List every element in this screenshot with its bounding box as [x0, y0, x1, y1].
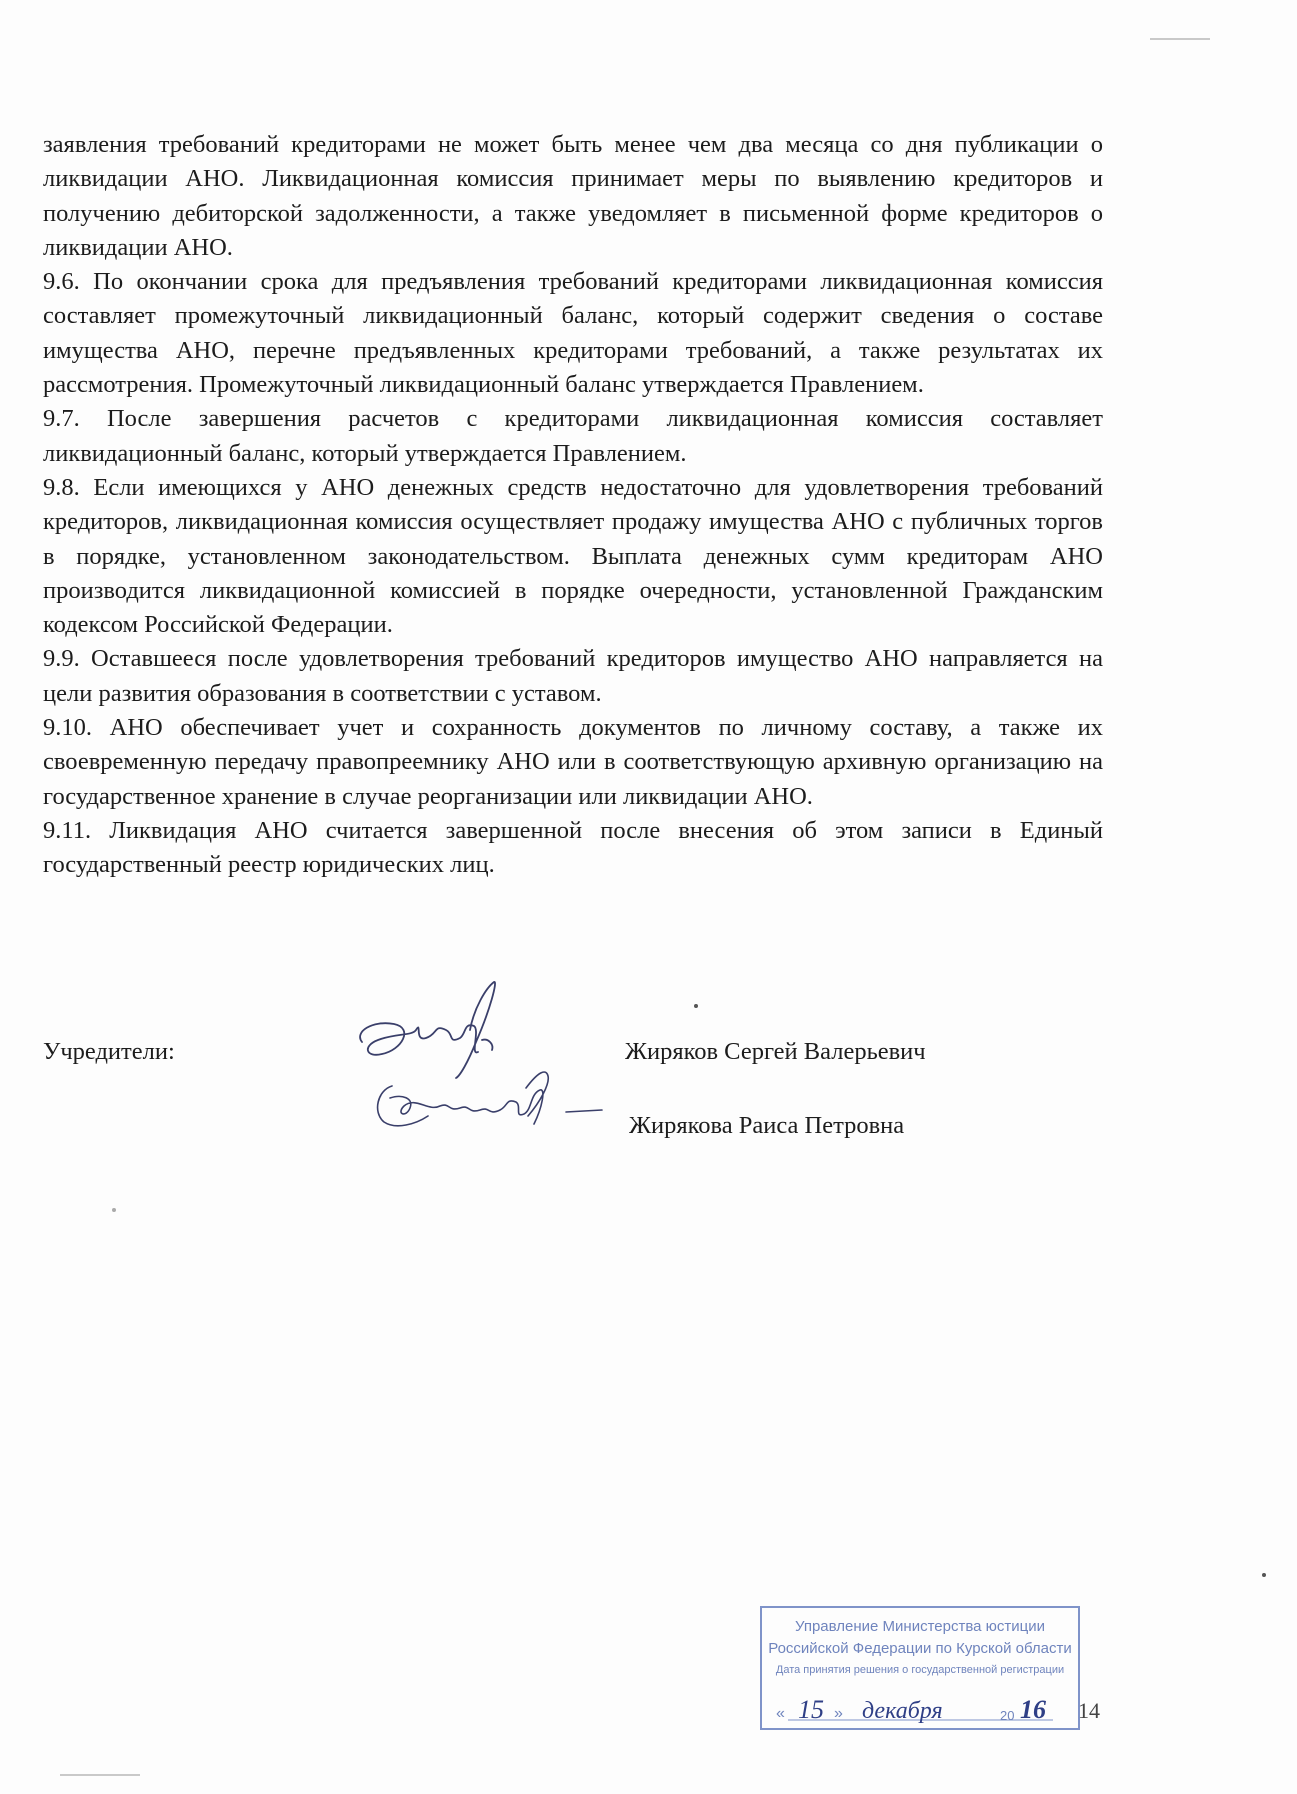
- scan-edge-mark-bottom: [60, 1774, 140, 1776]
- founders-label: Учредители:: [43, 1038, 175, 1065]
- scan-dust: [112, 1208, 116, 1212]
- paragraph-9-9: 9.9. Оставшееся после удовлетворения требований кредиторов имущество АНО направляется на цели развития образования в соответствии с уставом.: [43, 645, 1103, 707]
- scan-edge-mark-top: [1150, 38, 1210, 40]
- stamp-line-1: Управление Министерства юстиции: [794, 1618, 1045, 1635]
- paragraph-9-11: 9.11. Ликвидация АНО считается завершенной после внесения об этом записи в Единый государственный реестр юридических лиц.: [43, 816, 1103, 879]
- stamp-line-3: Дата принятия решения о государственной регистрации: [775, 1664, 1065, 1676]
- stamp-quote-close: »: [834, 1705, 843, 1722]
- paragraph-9-6: 9.6. По окончании срока для предъявления требований кредиторами ликвидационная комиссия составляет промежуточный ликвидационный баланс, который содержит сведения о составе имущества АНО, перечне предъявленных кредиторами требований, а также результатах их рассмотрения. Промежуточный ликвидационный баланс утверждается Правлением.: [43, 268, 1103, 399]
- stamp-date-year-prefix: 20: [1000, 1708, 1015, 1723]
- body-text: [43, 128, 1103, 883]
- founder-name-2: Жирякова Раиса Петровна: [629, 1112, 905, 1139]
- founder-name-1: Жиряков Сергей Валерьевич: [625, 1038, 926, 1065]
- stamp-quote-open: «: [776, 1705, 785, 1722]
- stamp-date-day: 15: [798, 1695, 824, 1724]
- stamp-date-month: декабря: [862, 1698, 943, 1724]
- paragraph-9-10: 9.10. АНО обеспечивает учет и сохранность документов по личному составу, а также их своевременную передачу правопреемнику АНО или в соответствующую архивную организацию на государственное хранение в случае реорганизации или ликвидации АНО.: [43, 714, 1103, 810]
- stamp-date-year-suffix: 16: [1020, 1695, 1046, 1724]
- page-number: 14: [1078, 1698, 1100, 1723]
- scan-dust: [1262, 1573, 1266, 1577]
- stamp-date-line: [768, 1692, 1068, 1726]
- paragraph-9-7: 9.7. После завершения расчетов с кредиторами ликвидационная комиссия составляет ликвидационный баланс, который утверждается Правлением.: [43, 405, 1103, 467]
- scan-dust: [694, 1004, 698, 1008]
- registration-stamp: [760, 1606, 1080, 1730]
- founders-block: [0, 1010, 1297, 1170]
- stamp-line-2: Российской Федерации по Курской области: [768, 1640, 1072, 1657]
- founder-2-signature: [370, 1068, 610, 1138]
- paragraph-liquidation-intro: заявления требований кредиторами не может быть менее чем два месяца со дня публикации о ликвидации АНО. Ликвидационная комиссия принимает меры по выявлению кредиторов и получению дебиторской задолженности, а также уведомляет в письменной форме кредиторов о ликвидации АНО.: [43, 131, 1103, 261]
- paragraph-9-8: 9.8. Если имеющихся у АНО денежных средств недостаточно для удовлетворения требований кредиторов, ликвидационная комиссия осуществляет продажу имущества АНО с публичных торгов в порядке, установленном законодательством. Выплата денежных сумм кредиторам АНО производится ликвидационной комиссией в порядке очередности, установленной Гражданским кодексом Российской Федерации.: [43, 473, 1103, 639]
